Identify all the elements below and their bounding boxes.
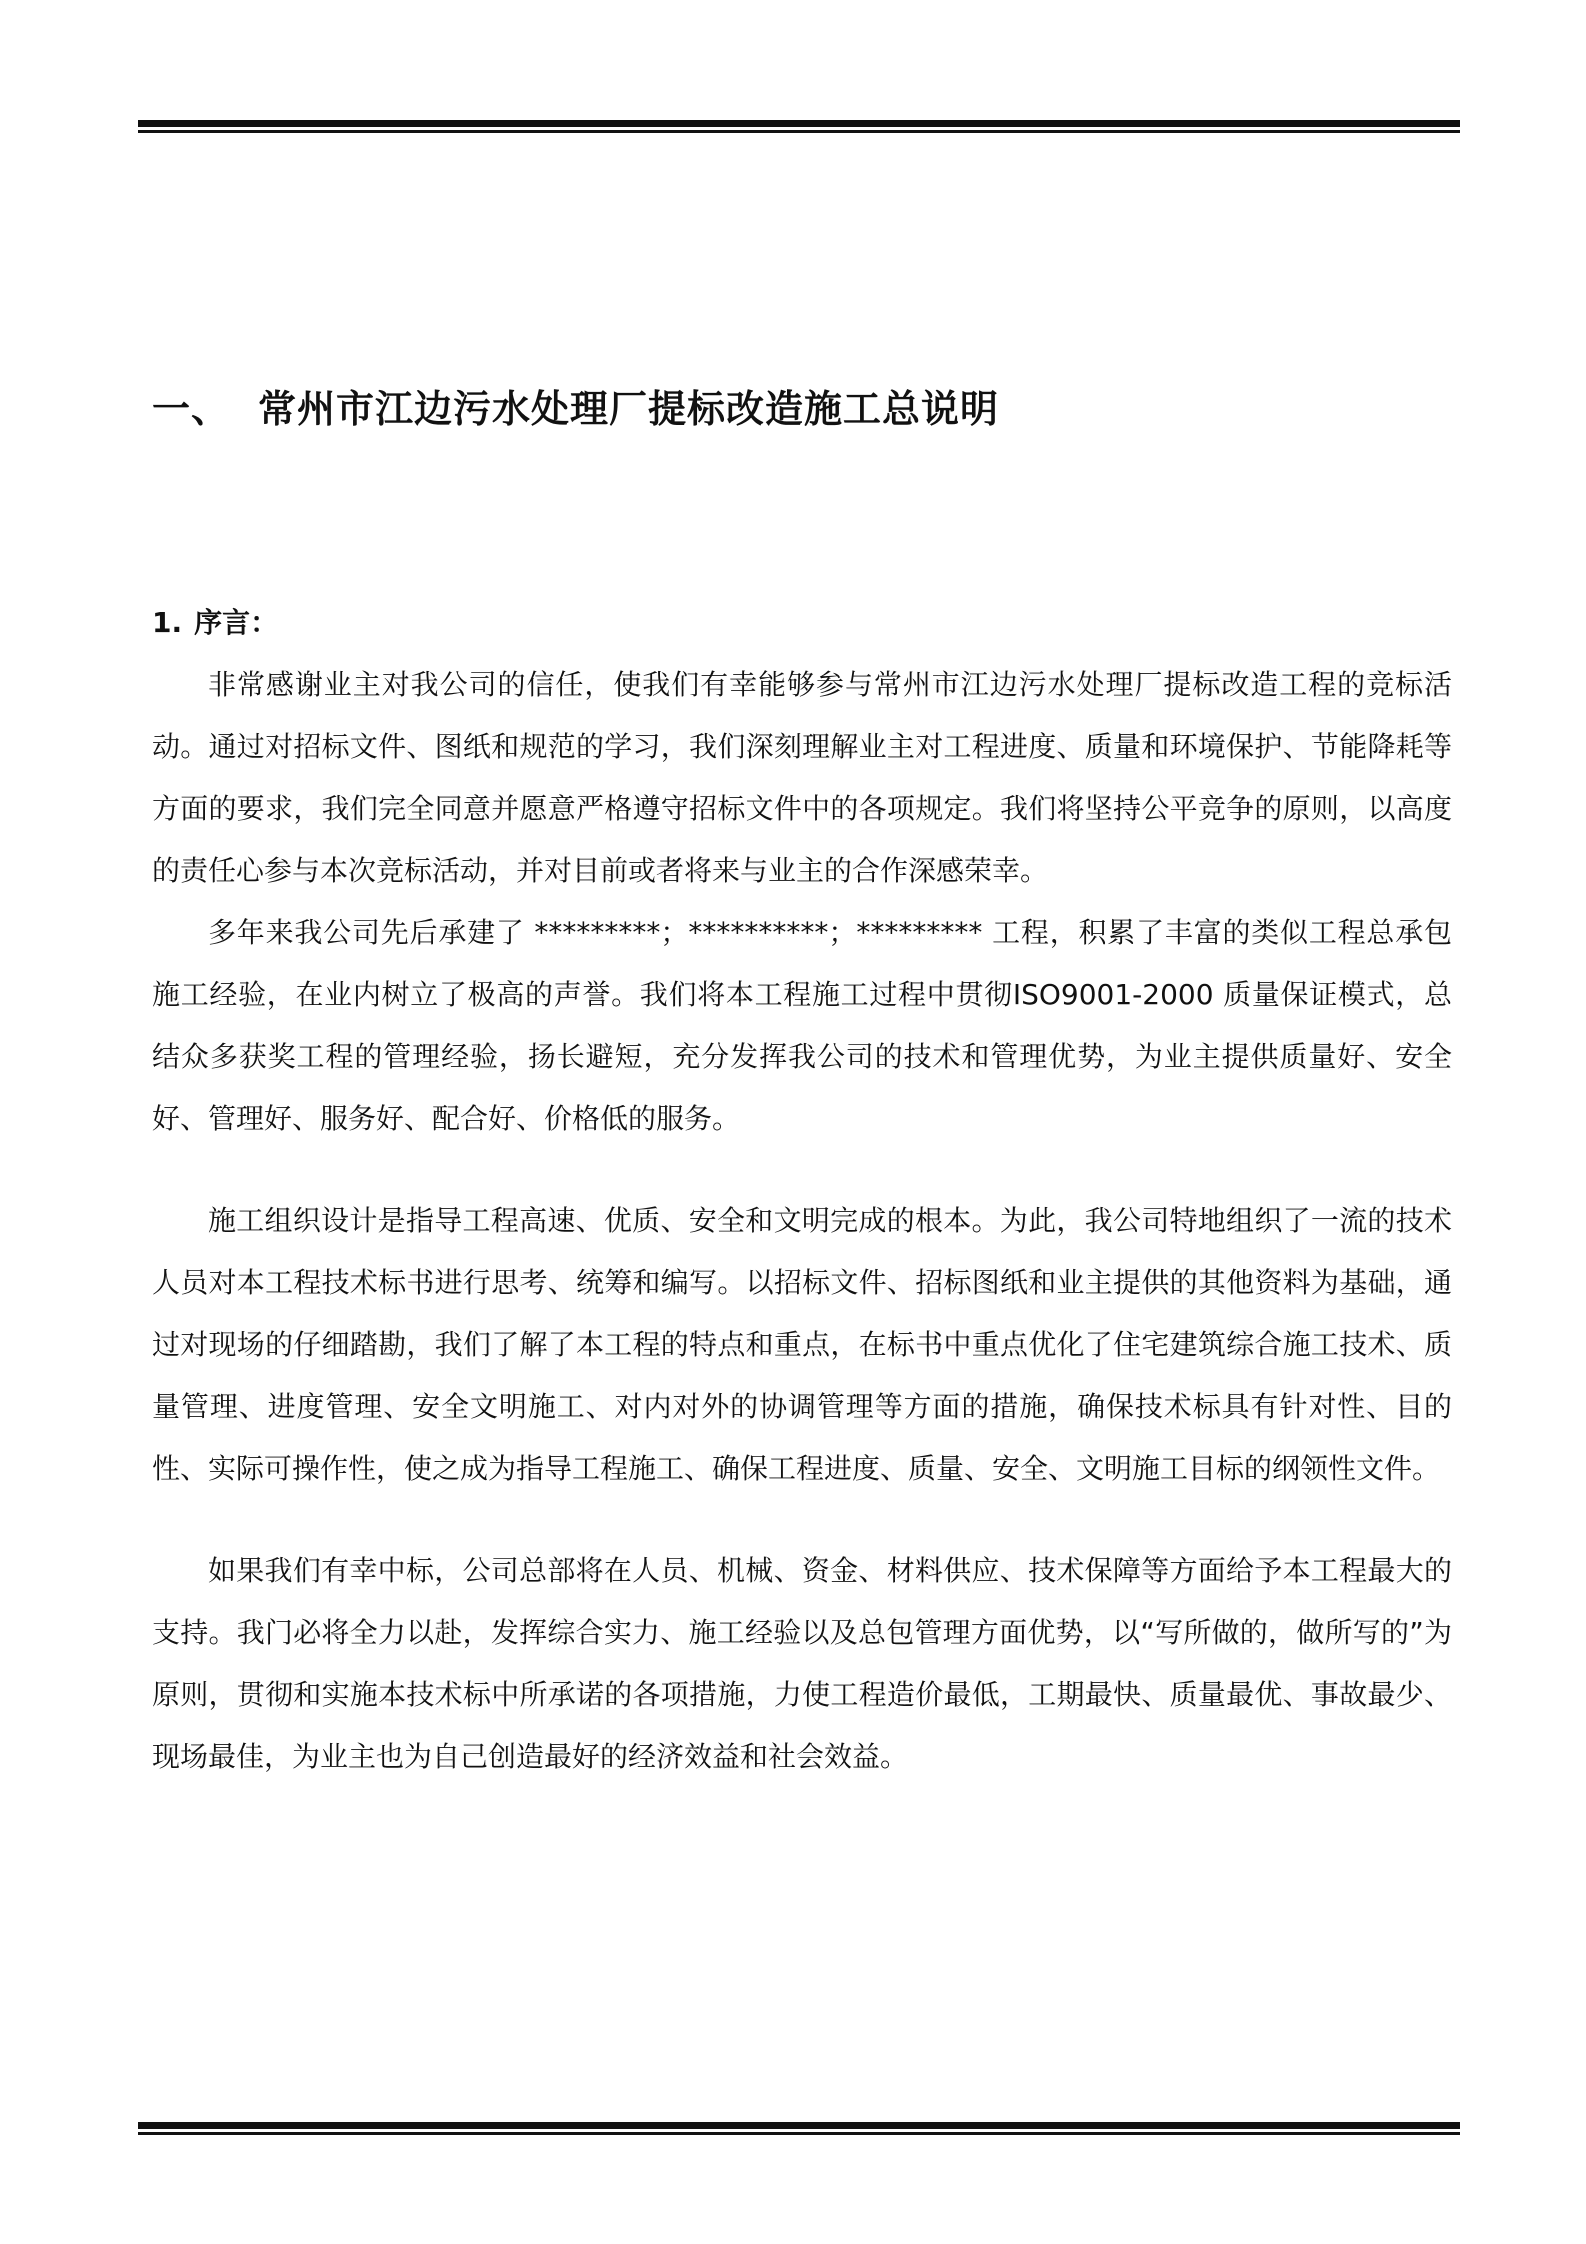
subsection-title: 序言： [194, 606, 279, 639]
footer-rule-thin [138, 2132, 1460, 2135]
section-number: 一、 [152, 387, 231, 431]
subsection-number: 1. [152, 606, 183, 639]
subsection-heading [152, 592, 1452, 654]
section-title: 常州市江边污水处理厂提标改造施工总说明 [258, 387, 1000, 431]
paragraph-experience: 多年来我公司先后承建了 *********；**********；********* 工程，积累了丰富的类似工程总承包施工经验，在业内树立了极高的声誉。我们将本工程施工过程中贯彻ISO9001-2000 质量保证模式，总结众多获奖工程的管理经验，扬长避短，充分发挥我公司的技术和管理优势，为业主提供质量好、安全好、管理好、服务好、配合好、价格低的服务。 [152, 916, 1452, 1135]
paragraph-commitment: 如果我们有幸中标，公司总部将在人员、机械、资金、材料供应、技术保障等方面给予本工程最大的支持。我门必将全力以赴，发挥综合实力、施工经验以及总包管理方面优势，以“写所做的，做所写的”为原则，贯彻和实施本技术标中所承诺的各项措施，力使工程造价最低，工期最快、质量最优、事故最少、现场最佳，为业主也为自己创造最好的经济效益和社会效益。 [152, 1554, 1452, 1773]
footer-rule-thick [138, 2122, 1460, 2129]
header-rule-thin [138, 130, 1460, 133]
paragraph-design: 施工组织设计是指导工程高速、优质、安全和文明完成的根本。为此，我公司特地组织了一流的技术人员对本工程技术标书进行思考、统筹和编写。以招标文件、招标图纸和业主提供的其他资料为基础，通过对现场的仔细踏勘，我们了解了本工程的特点和重点，在标书中重点优化了住宅建筑综合施工技术、质量管理、进度管理、安全文明施工、对内对外的协调管理等方面的措施，确保技术标具有针对性、目的性、实际可操作性，使之成为指导工程施工、确保工程进度、质量、安全、文明施工目标的纲领性文件。 [152, 1204, 1452, 1485]
paragraph-spacer [152, 1500, 1452, 1540]
header-rule-thick [138, 120, 1460, 127]
paragraph-intro: 非常感谢业主对我公司的信任，使我们有幸能够参与常州市江边污水处理厂提标改造工程的竞标活动。通过对招标文件、图纸和规范的学习，我们深刻理解业主对工程进度、质量和环境保护、节能降耗等方面的要求，我们完全同意并愿意严格遵守招标文件中的各项规定。我们将坚持公平竞争的原则，以高度的责任心参与本次竞标活动，并对目前或者将来与业主的合作深感荣幸。 [152, 668, 1452, 887]
document-body [152, 592, 1452, 1788]
footer-rule [138, 2122, 1460, 2138]
header-rule [138, 120, 1460, 136]
section-heading [152, 378, 999, 433]
paragraph-spacer [152, 1150, 1452, 1190]
